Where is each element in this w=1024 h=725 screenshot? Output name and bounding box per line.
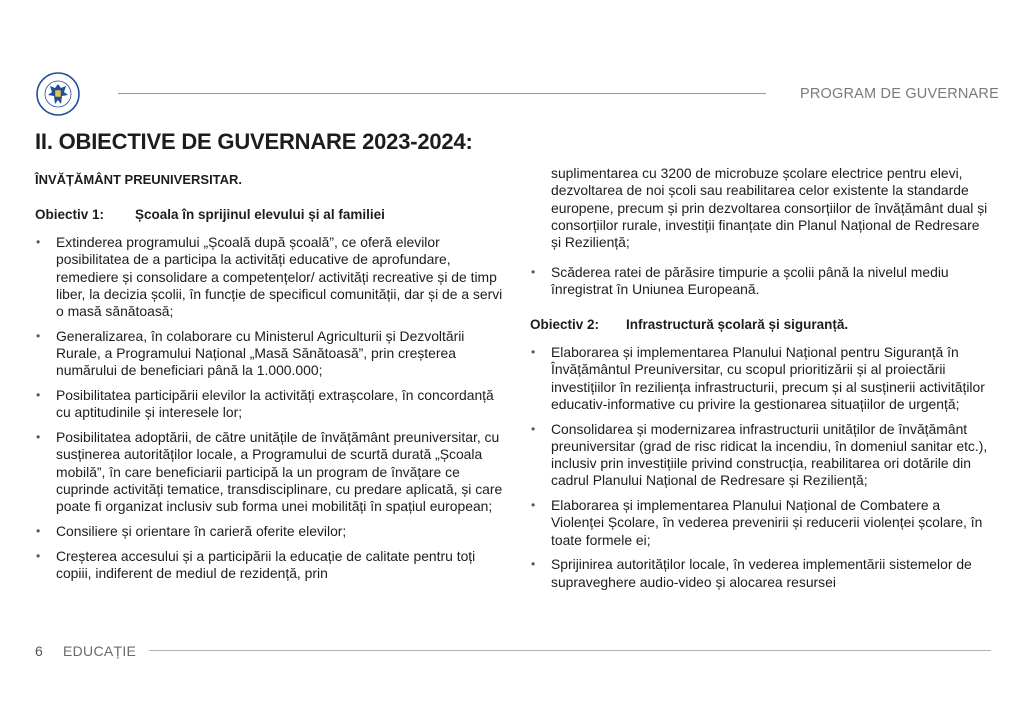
objective-1-title: Școala în sprijinul elevului și al familiei [135, 207, 385, 222]
government-logo [33, 70, 83, 116]
list-item: • Elaborarea și implementarea Planului Național pentru Siguranță în Învățământul Preuniversitar, cu scopul prioritizării și al proiectării investițiilor în reziliența infrastructurii, precum și al susținerii activităților educativ-informative cu privire la gestionarea situațiilor de urgență; [530, 344, 991, 413]
objective-1-heading [35, 207, 385, 222]
page-title: II. OBIECTIVE DE GUVERNARE 2023-2024: [35, 129, 473, 154]
list-item: • Consiliere și orientare în carieră oferite elevilor; [35, 523, 505, 540]
list-item: • Posibilitatea participării elevilor la activități extrașcolare, în concordanță cu aptitudinile și interesele lor; [35, 387, 505, 422]
list-item: • Scăderea ratei de părăsire timpurie a școlii până la nivelul mediu înregistrat în Uniunea Europeană. [530, 264, 991, 299]
list-item: • Elaborarea și implementarea Planului Național de Combatere a Violenței Școlare, în vederea prevenirii și reducerii violenței școlare, în toate formele ei; [530, 497, 991, 549]
footer-rule [149, 650, 991, 651]
list-item: • Sprijinirea autorităților locale, în vederea implementării sistemelor de supraveghere audio-video și alocarea resursei [530, 556, 991, 591]
list-item: • Extinderea programului „Școală după școală”, ce oferă elevilor posibilitatea de a participa la activități educative de aprofundare, remediere și consolidare a competențelor/ activități recreative și de timp liber, la decizia școlii, în funcție de specificul comunității, dar și de a servi o masă sănătoasă; [35, 234, 505, 320]
objective-1-list-continued [530, 264, 991, 306]
objective-2-number: Obiectiv 2: [530, 317, 600, 332]
header-rule [118, 93, 766, 94]
objective-2-list [530, 344, 991, 598]
list-item: • Consolidarea și modernizarea infrastructurii unităților de învățământ preuniversitar (grad de risc ridicat la incendiu, în domeniul sanitar etc.), inclusiv prin investițiile privind construcția, reabilitarea ori dotările din cadrul Planului Național de Redresare și Reziliență; [530, 421, 991, 490]
list-item: • Posibilitatea adoptării, de către unitățile de învățământ preuniversitar, cu susținerea autorităților locale, a Programului de scurtă durată „Școala mobilă”, în care beneficiarii participă la un program de învățare ce cuprinde activități tematice, transdisciplinare, cu predare aplicată, și care poate fi organizat inclusiv sub forma unei mobilități în spațiul european; [35, 429, 505, 515]
objective-2-title: Infrastructură școlară și siguranță. [626, 317, 849, 332]
page-number: 6 [35, 643, 43, 659]
footer-section-label: EDUCAȚIE [63, 643, 137, 659]
list-item: • Creșterea accesului și a participării la educație de calitate pentru toți copiii, indiferent de mediul de rezidență, prin [35, 548, 505, 583]
objective-1-list [35, 234, 505, 590]
objective-1-continuation: suplimentarea cu 3200 de microbuze școlare electrice pentru elevi, dezvoltarea de noi școli sau reabilitarea celor existente la standarde europene, precum și prin dezvoltarea consorțiilor de învățământ dual și consorțiilor rurale, investiții finanțate din Planul Național de Redresare și Reziliență; [551, 165, 988, 251]
list-item: • Generalizarea, în colaborare cu Ministerul Agriculturii și Dezvoltării Rurale, a Programului Național „Masă Sănătoasă”, prin creșterea numărului de beneficiari până la 1.000.000; [35, 328, 505, 380]
objective-1-number: Obiectiv 1: [35, 207, 105, 222]
objective-2-heading [530, 317, 848, 332]
section-title: ÎNVĂȚĂMÂNT PREUNIVERSITAR. [35, 172, 243, 187]
program-label: PROGRAM DE GUVERNARE [800, 86, 999, 102]
